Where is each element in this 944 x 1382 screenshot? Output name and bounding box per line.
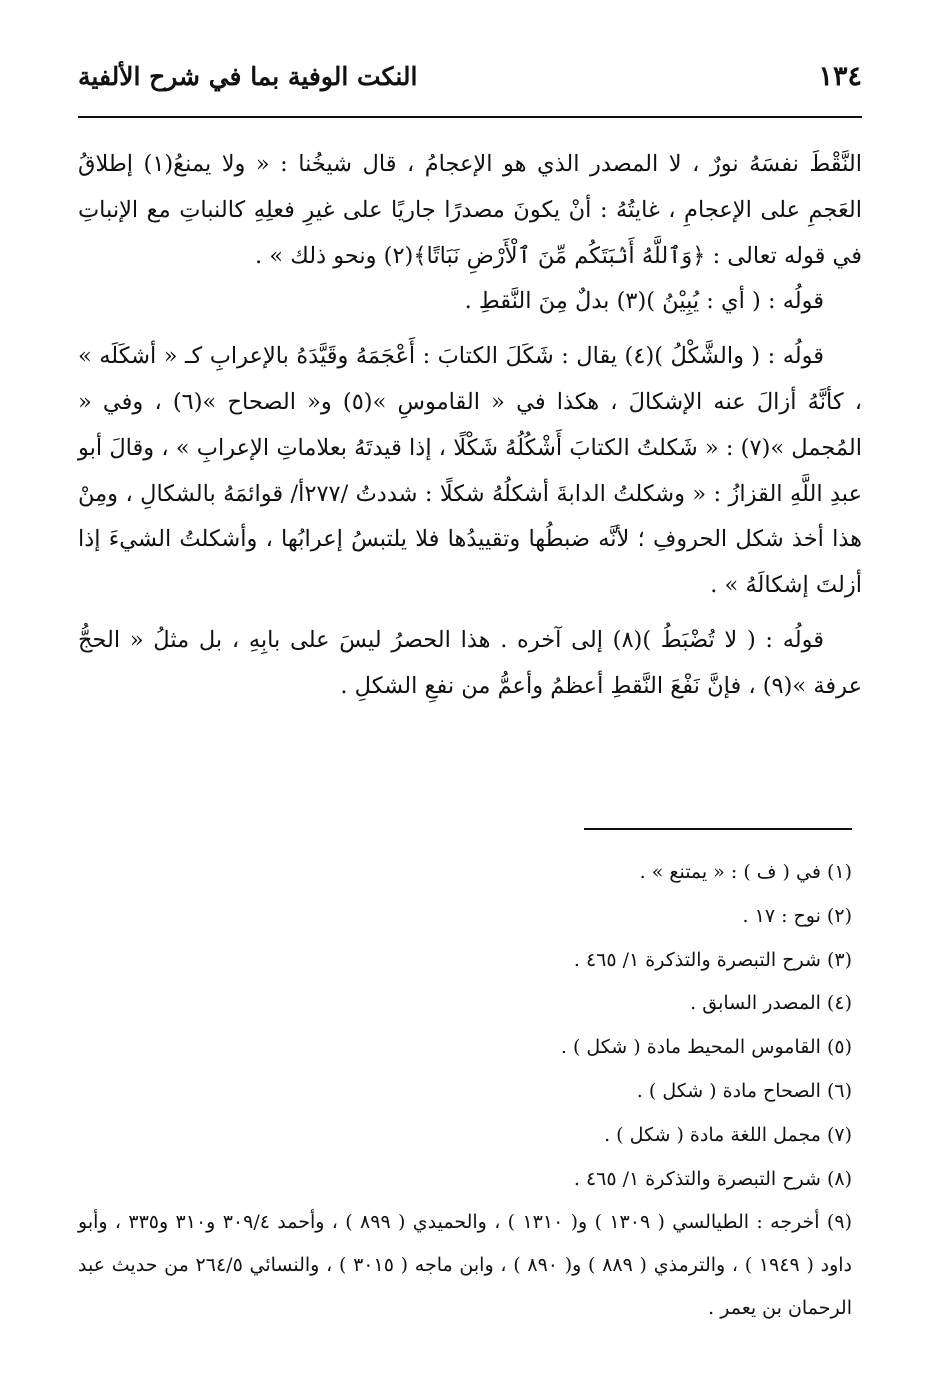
paragraph: قولُه : ( لا تُضْبَطُ )(٨) إلى آخره . هذا الحصرُ ليسَ على بابِهِ ، بل مثلُ « الحجُّ عرفة »(٩) ، فإنَّ نَفْعَ النَّقطِ أعظمُ وأعمُّ من نفعِ الشكلِ . (78, 626, 862, 699)
paragraph: قولُه : ( أي : يُبِيْنُ )(٣) بدلٌ مِنَ النَّقطِ . (464, 288, 824, 315)
footnote-item: (٤) المصدر السابق . (690, 992, 852, 1015)
footnote-item: (٩) أخرجه : الطيالسي ( ١٣٠٩ ) و( ١٣١٠ ) ، والحميدي ( ٨٩٩ ) ، وأحمد ٣٠٩/٤ و٣١٠ و٣٣٥ ، وأبو داود ( ١٩٤٩ ) ، والترمذي ( ٨٨٩ ) و( ٨٩٠ ) ، وابن ماجه ( ٣٠١٥ ) ، والنسائي ٢٦٤/٥ من حديث عبد الرحمان بن يعمر . (78, 1211, 852, 1320)
page-header (78, 52, 862, 100)
footnote-item: (١) في ( ف ) : « يمتنع » . (639, 861, 852, 883)
header-rule (78, 116, 862, 118)
footnote-item: (٢) نوح : ١٧ . (742, 904, 852, 927)
footnote-item: (٥) القاموس المحيط مادة ( شكل ) . (560, 1036, 852, 1059)
main-text (78, 142, 862, 710)
page-number: ١٣٤ (818, 60, 862, 92)
footnotes (78, 851, 852, 1330)
footnote-item: (٣) شرح التبصرة والتذكرة ١/ ٤٦٥ . (573, 948, 852, 971)
paragraph: النَّقْطَ نفسَهُ نورٌ ، لا المصدر الذي هو الإعجامُ ، قال شيخُنا : « ولا يمنعُ(١) إطلاقُ العَجمِ على الإعجامِ ، غايتُهُ : أنْ يكونَ مصدرًا جاريًا على غيرِ فعلِهِ كالنباتِ مع الإنباتِ في قوله تعالى : ﴿وَٱللَّهُ أَنۢبَتَكُم مِّنَ ٱلْأَرْضِ نَبَاتًا﴾(٢) ونحو ذلك » . (78, 151, 862, 269)
footnote-separator (584, 828, 852, 830)
paragraph: قولُه : ( والشَّكْلُ )(٤) يقال : شَكَلَ الكتابَ : أَعْجَمَهُ وقَيَّدَهُ بالإعرابِ كـ « أشكَلَه » ، كأنَّهُ أزالَ عنه الإشكالَ ، هكذا في « القاموسِ »(٥) و« الصحاح »(٦) ، وفي « المُجمل »(٧) : « شَكلتُ الكتابَ أَشْكُلُهُ شَكْلًا ، إذا قيدتَهُ بعلاماتِ الإعرابِ » ، وقالَ أبو عبدِ اللَّهِ القزازُ : « وشكلتُ الدابةَ أشكلُهُ شكلًا : شددتُ /٢٧٧أ/ قوائمَهُ بالشكالِ ، ومِنْ هذا أخذ شكل الحروفِ ؛ لأنَّه ضبطُها وتقييدُها فلا يلتبسُ إعرابُها ، وأشكلتُ الشيءَ إذا أزلتَ إشكالَهُ » . (78, 343, 862, 599)
footnote-item: (٨) شرح التبصرة والتذكرة ١/ ٤٦٥ . (573, 1167, 852, 1190)
running-title: النكت الوفية بما في شرح الألفية (78, 61, 418, 91)
footnote-item: (٦) الصحاح مادة ( شكل ) . (636, 1079, 852, 1102)
footnote-item: (٧) مجمل اللغة مادة ( شكل ) . (604, 1123, 852, 1146)
